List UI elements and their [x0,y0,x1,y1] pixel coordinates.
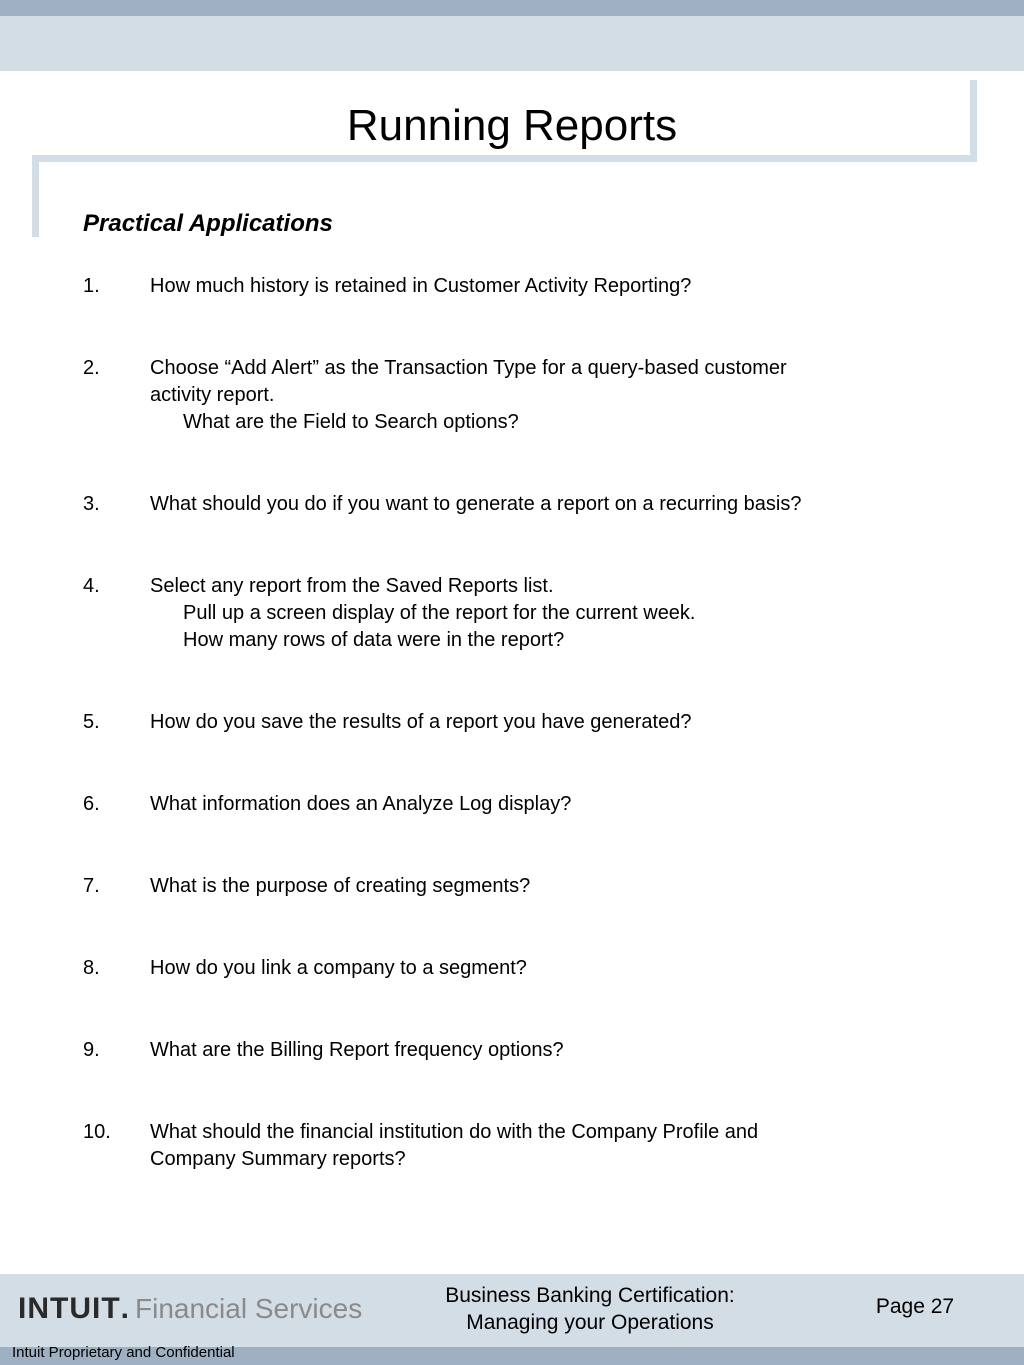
question-line: activity report. [150,384,275,406]
title-frame-left [32,155,39,237]
question-line: What is the purpose of creating segments? [150,875,531,897]
page-number: Page 27 [875,1295,955,1318]
question-number: 5. [83,711,100,733]
question-line: What information does an Analyze Log display? [150,793,572,815]
question-line: What should the financial institution do with the Company Profile and [150,1121,759,1143]
question-text [150,573,910,654]
question-text [150,491,910,518]
course-title-line: Managing your Operations [466,1311,714,1334]
question-line: Select any report from the Saved Reports list. [150,575,554,597]
question-number: 9. [83,1039,100,1061]
question-text [150,1037,910,1064]
question-number: 10. [83,1121,111,1143]
question-number: 6. [83,793,100,815]
intuit-logo [18,1292,362,1332]
question-text [150,273,910,300]
question-number: 2. [83,357,100,379]
confidential-notice: Intuit Proprietary and Confidential [12,1344,235,1361]
logo-wordmark: INTUIT [18,1292,121,1325]
page-title: Running Reports [346,101,678,150]
question-line: How much history is retained in Customer Activity Reporting? [150,275,692,297]
question-text [150,791,910,818]
question-line: What are the Billing Report frequency options? [150,1039,564,1061]
question-line: Company Summary reports? [150,1148,406,1170]
question-subline: Pull up a screen display of the report for the current week. [183,602,696,624]
logo-suffix: Financial Services [135,1293,363,1324]
question-line: What should you do if you want to generate a report on a recurring basis? [150,493,802,515]
course-title-line: Business Banking Certification: [445,1284,735,1307]
question-number: 3. [83,493,100,515]
header-band [0,16,1024,71]
question-text [150,955,910,982]
question-subline: What are the Field to Search options? [183,411,519,433]
course-title [410,1282,770,1336]
question-text [150,1119,910,1173]
logo-dot: . [120,1292,129,1325]
question-text [150,709,910,736]
question-line: How do you save the results of a report you have generated? [150,711,692,733]
question-number: 8. [83,957,100,979]
question-line: How do you link a company to a segment? [150,957,527,979]
question-number: 7. [83,875,100,897]
question-number: 1. [83,275,100,297]
question-line: Choose “Add Alert” as the Transaction Type for a query-based customer [150,357,787,379]
title-frame-bottom [32,155,977,162]
question-text [150,355,910,436]
top-accent-bar [0,0,1024,16]
section-heading: Practical Applications [83,210,333,237]
question-number: 4. [83,575,100,597]
question-text [150,873,910,900]
question-subline: How many rows of data were in the report? [183,629,565,651]
